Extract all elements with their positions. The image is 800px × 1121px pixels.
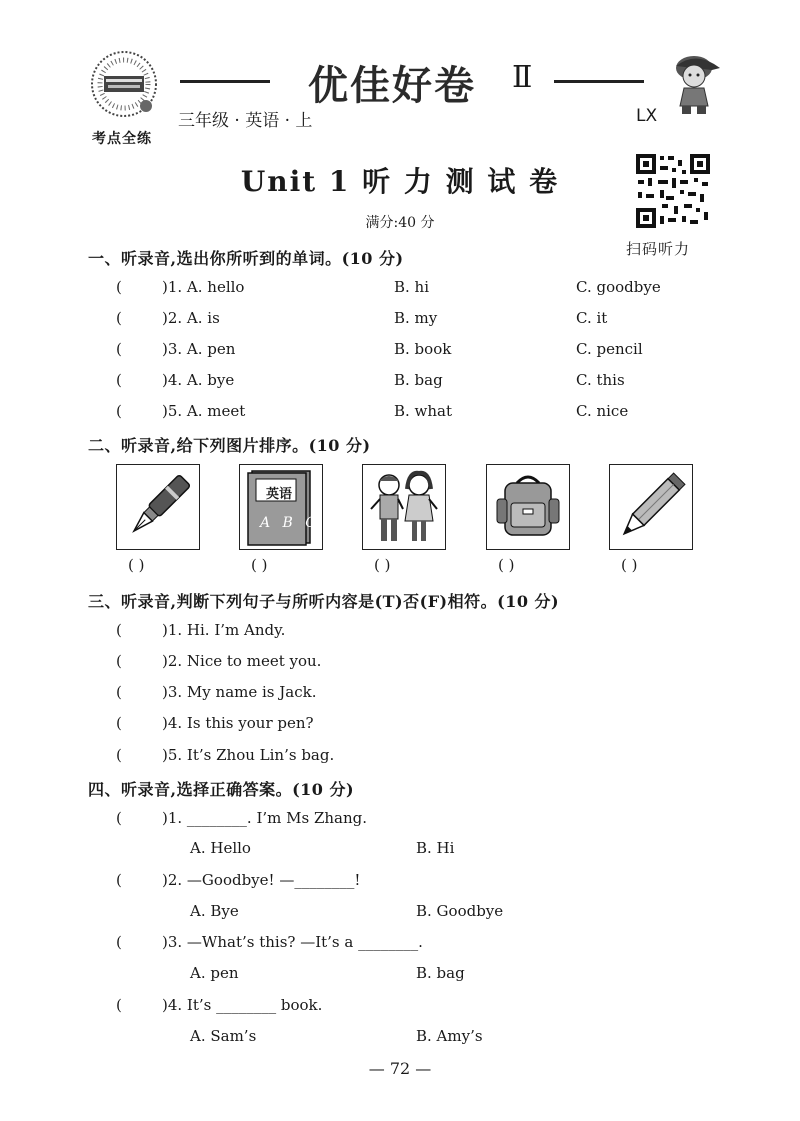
option-b: B. Goodbye	[416, 902, 504, 920]
option-b: B. what	[394, 402, 453, 420]
question: )4. It’s ________ book.	[162, 996, 323, 1014]
question: )1. ________. I’m Ms Zhang.	[162, 809, 368, 827]
badge-icon	[90, 50, 158, 118]
english-book-icon	[239, 464, 323, 550]
option-c: C. this	[576, 371, 625, 389]
edition-code: LX	[636, 106, 658, 126]
option-b: B. Amy’s	[416, 1027, 483, 1045]
qr-code-icon[interactable]	[634, 152, 712, 230]
answer-paren[interactable]: (	[116, 871, 122, 889]
qr-caption: 扫码听力	[626, 240, 691, 258]
picture-answer-paren[interactable]: ( )	[498, 556, 515, 574]
question: )3. —What’s this? —It’s a ________.	[162, 933, 423, 951]
section-3-title: 三、听录音,判断下列句子与所听内容是(T)否(F)相符。(10 分)	[88, 592, 560, 611]
grade-subject-subtitle: 三年级 · 英语 · 上	[178, 111, 313, 131]
picture-answer-paren[interactable]: ( )	[251, 556, 268, 574]
answer-paren[interactable]: (	[116, 402, 122, 420]
option-b: B. book	[394, 340, 452, 358]
option-a: A. Sam’s	[190, 1027, 257, 1045]
option-c: C. it	[576, 309, 608, 327]
answer-paren[interactable]: (	[116, 371, 122, 389]
header-rule-left	[180, 80, 270, 83]
option-a: )2. A. is	[162, 309, 220, 327]
option-b: B. Hi	[416, 839, 455, 857]
option-a: )5. A. meet	[162, 402, 246, 420]
statement: )2. Nice to meet you.	[162, 652, 322, 670]
option-a: A. Hello	[190, 839, 251, 857]
badge-caption: 考点全练	[92, 131, 152, 147]
option-c: C. pencil	[576, 340, 643, 358]
section-1-title: 一、听录音,选出你所听到的单词。(10 分)	[88, 249, 404, 268]
answer-paren[interactable]: (	[116, 746, 122, 764]
option-c: C. nice	[576, 402, 629, 420]
answer-paren[interactable]: (	[116, 714, 122, 732]
children-icon	[362, 464, 446, 550]
full-score: 满分:40 分	[365, 215, 435, 231]
option-a: )3. A. pen	[162, 340, 236, 358]
section-2-title: 二、听录音,给下列图片排序。(10 分)	[88, 436, 371, 455]
answer-paren[interactable]: (	[116, 683, 122, 701]
answer-paren[interactable]: (	[116, 809, 122, 827]
answer-paren[interactable]: (	[116, 621, 122, 639]
page-number: — 72 —	[368, 1059, 432, 1078]
option-a: A. Bye	[190, 902, 239, 920]
volume-numeral: Ⅱ	[512, 60, 533, 95]
option-b: B. bag	[394, 371, 443, 389]
option-a: )1. A. hello	[162, 278, 245, 296]
statement: )3. My name is Jack.	[162, 683, 317, 701]
section-4-title: 四、听录音,选择正确答案。(10 分)	[88, 780, 355, 799]
picture-answer-paren[interactable]: ( )	[128, 556, 145, 574]
schoolbag-icon	[486, 464, 570, 550]
statement: )5. It’s Zhou Lin’s bag.	[162, 746, 335, 764]
book-label: 英语	[266, 487, 293, 502]
pencil-icon	[609, 464, 693, 550]
question: )2. —Goodbye! —________!	[162, 871, 361, 889]
picture-answer-paren[interactable]: ( )	[621, 556, 638, 574]
option-b: B. bag	[416, 964, 465, 982]
fountain-pen-icon	[116, 464, 200, 550]
book-letters: A B C	[260, 515, 321, 531]
answer-paren[interactable]: (	[116, 996, 122, 1014]
statement: )4. Is this your pen?	[162, 714, 314, 732]
answer-paren[interactable]: (	[116, 652, 122, 670]
answer-paren[interactable]: (	[116, 278, 122, 296]
option-a: )4. A. bye	[162, 371, 235, 389]
answer-paren[interactable]: (	[116, 933, 122, 951]
mascot-icon	[664, 50, 726, 116]
page-title: Unit 1 听 力 测 试 卷	[240, 165, 560, 198]
option-c: C. goodbye	[576, 278, 661, 296]
header-rule-right	[554, 80, 644, 83]
option-a: A. pen	[190, 964, 239, 982]
statement: )1. Hi. I’m Andy.	[162, 621, 286, 639]
picture-answer-paren[interactable]: ( )	[374, 556, 391, 574]
option-b: B. my	[394, 309, 438, 327]
answer-paren[interactable]: (	[116, 340, 122, 358]
brand-title: 优佳好卷	[308, 63, 476, 109]
answer-paren[interactable]: (	[116, 309, 122, 327]
option-b: B. hi	[394, 278, 430, 296]
